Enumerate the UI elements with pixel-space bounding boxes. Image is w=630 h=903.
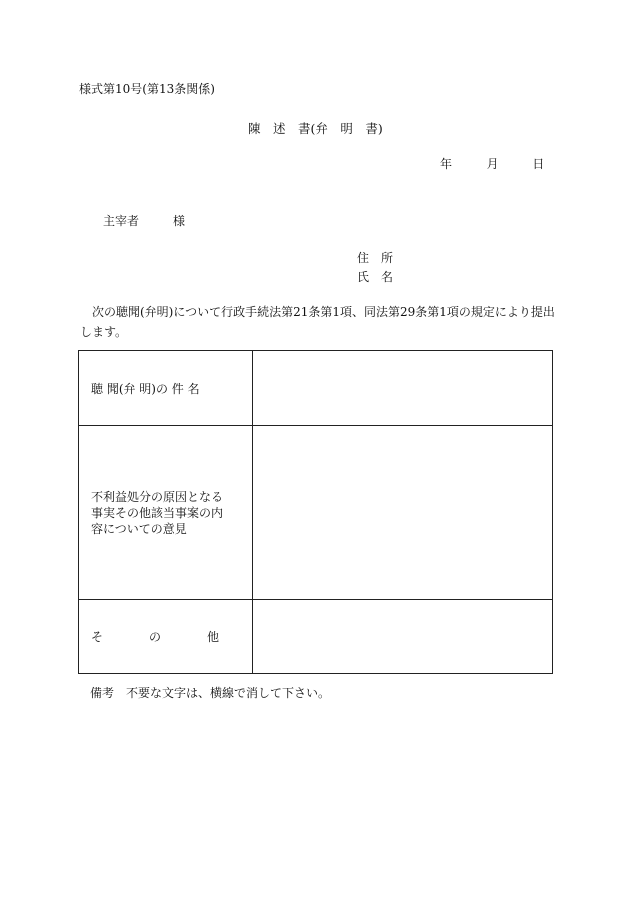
date-day-label: 日 bbox=[532, 157, 545, 171]
table-row bbox=[79, 600, 553, 674]
note-text: 備考 不要な文字は、横線で消して下さい。 bbox=[90, 686, 331, 700]
statement-table bbox=[78, 350, 553, 674]
addressee-honorific: 様 bbox=[173, 214, 186, 228]
addressee-name: 主宰者 bbox=[103, 214, 140, 228]
date-year-label: 年 bbox=[440, 157, 453, 171]
other-value-cell[interactable] bbox=[253, 600, 553, 674]
submitter-block bbox=[357, 249, 393, 287]
other-label-part-1: そ bbox=[91, 630, 104, 644]
case-name-value-cell[interactable] bbox=[253, 351, 553, 426]
opinion-label: 不利益処分の原因となる事実その他該当事案の内容についての意見 bbox=[91, 489, 224, 536]
date-line bbox=[440, 155, 544, 172]
addressee bbox=[103, 212, 185, 229]
case-name-label-cell bbox=[79, 351, 253, 426]
document-title: 陳 述 書(弁 明 書) bbox=[248, 121, 383, 136]
other-label bbox=[91, 628, 219, 645]
opinion-label-cell bbox=[79, 426, 253, 600]
other-label-cell bbox=[79, 600, 253, 674]
table-row bbox=[79, 426, 553, 600]
table-row bbox=[79, 351, 553, 426]
opinion-value-cell[interactable] bbox=[253, 426, 553, 600]
address-label: 住 所 bbox=[357, 251, 394, 265]
form-number: 様式第10号(第13条関係) bbox=[79, 82, 215, 96]
other-label-part-2: の bbox=[148, 630, 161, 644]
name-label: 氏 名 bbox=[357, 270, 394, 284]
date-month-label: 月 bbox=[486, 157, 499, 171]
case-name-label: 聴 聞(弁 明)の 件 名 bbox=[91, 381, 200, 396]
other-label-part-3: 他 bbox=[206, 630, 219, 644]
statement-text: 次の聴聞(弁明)について行政手続法第21条第1項、同法第29条第1項の規定により提出します。 bbox=[80, 305, 555, 339]
